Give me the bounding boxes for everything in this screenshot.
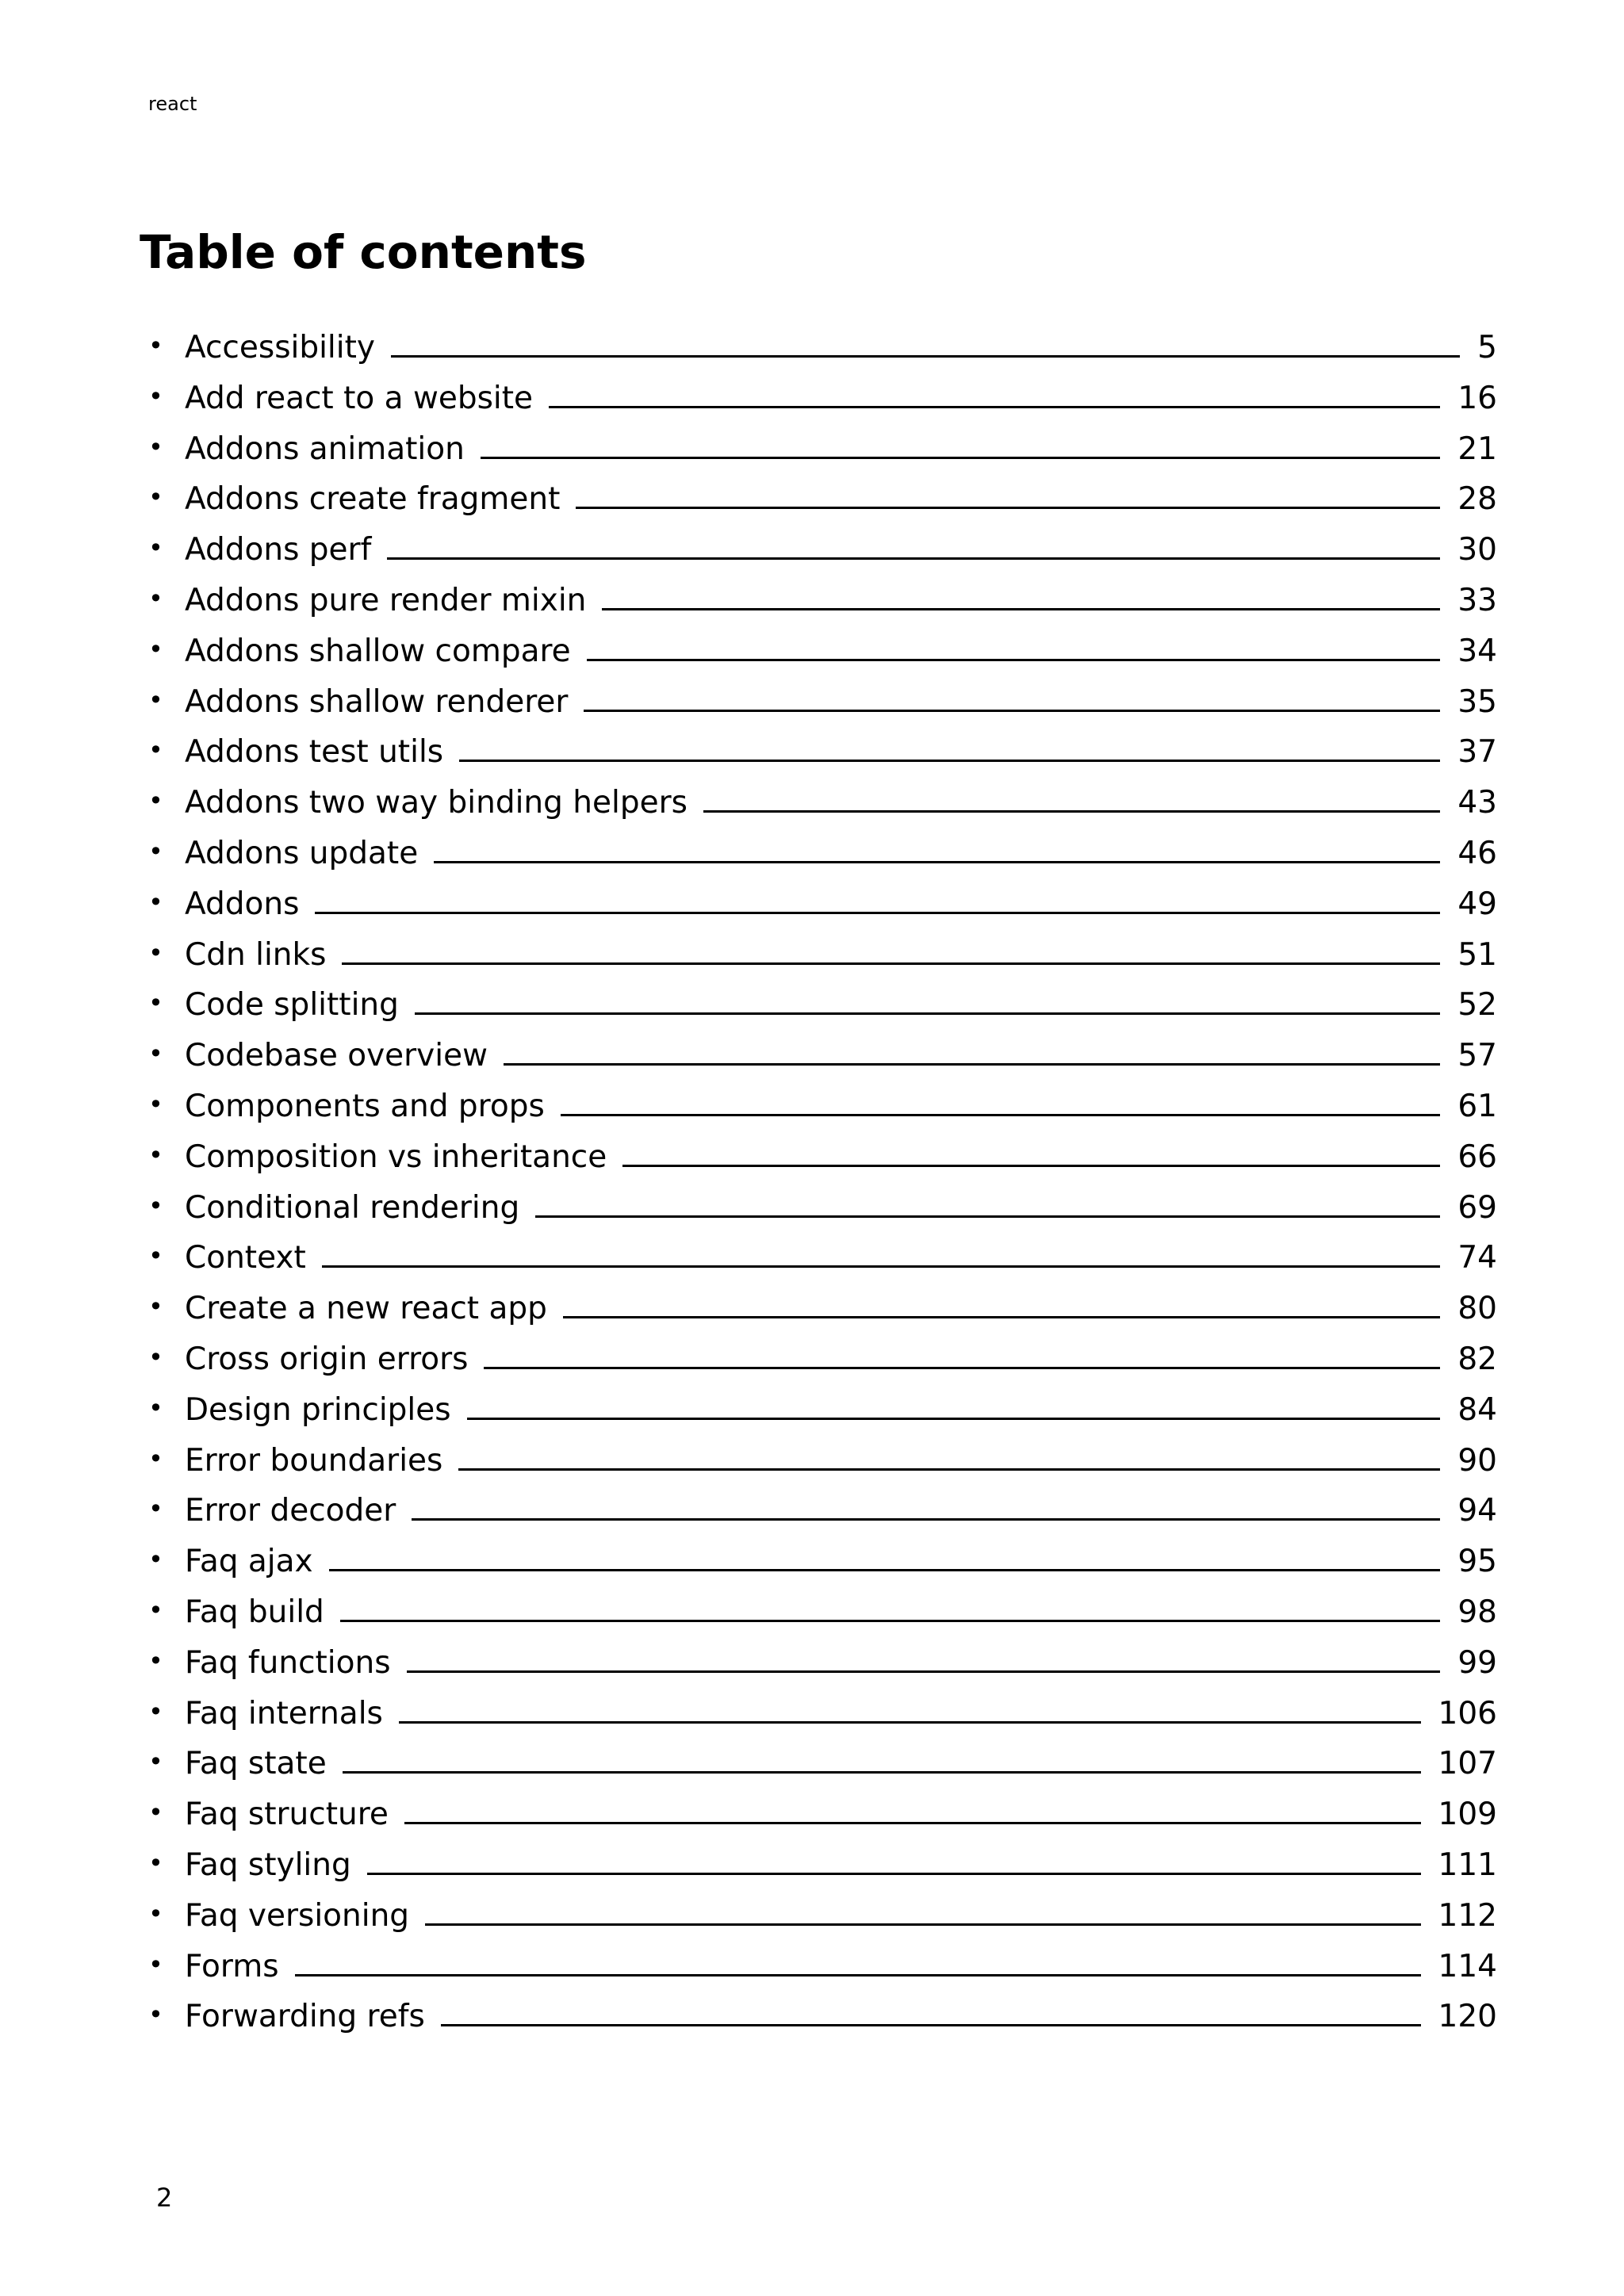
toc-entry xyxy=(0,1682,1624,1732)
toc-entry-label: Addons animation xyxy=(185,430,465,467)
toc-entry-label: Faq state xyxy=(185,1746,327,1782)
toc-entry-page: 16 xyxy=(1457,380,1497,416)
toc-link[interactable] xyxy=(185,785,1497,821)
dot-leader xyxy=(342,962,1440,965)
toc-entry xyxy=(0,771,1624,821)
toc-entry-label: Accessibility xyxy=(185,330,375,365)
bullet-icon: • xyxy=(148,836,163,867)
toc-entry-label: Addons perf xyxy=(185,532,372,568)
bullet-icon: • xyxy=(148,431,163,462)
toc-entry-label: Composition vs inheritance xyxy=(185,1138,607,1175)
toc-entry-label: Addons update xyxy=(185,835,419,871)
toc-entry-label: Components and props xyxy=(185,1088,545,1124)
toc-link[interactable] xyxy=(185,734,1497,771)
toc-entry xyxy=(0,1226,1624,1276)
bullet-icon: • xyxy=(148,937,163,968)
toc-entry-page: 35 xyxy=(1457,683,1497,720)
dot-leader xyxy=(576,507,1440,509)
dot-leader xyxy=(458,1468,1440,1471)
toc-entry-label: Cross origin errors xyxy=(185,1341,469,1377)
dot-leader xyxy=(535,1215,1440,1218)
toc-entry-label: Create a new react app xyxy=(185,1291,547,1327)
bullet-icon: • xyxy=(148,633,163,664)
dot-leader xyxy=(315,912,1440,914)
toc-entry xyxy=(0,1327,1624,1378)
toc-link[interactable] xyxy=(185,1190,1497,1226)
toc-link[interactable] xyxy=(185,1240,1497,1276)
toc-entry-page: 106 xyxy=(1438,1695,1497,1732)
toc-entry-page: 90 xyxy=(1457,1442,1497,1479)
dot-leader xyxy=(407,1670,1441,1673)
toc-entry-page: 33 xyxy=(1457,582,1497,618)
toc-link[interactable] xyxy=(185,431,1497,468)
toc-entry-label: Cdn links xyxy=(185,936,327,973)
bullet-icon: • xyxy=(148,988,163,1019)
toc-link[interactable] xyxy=(185,1038,1497,1074)
running-header: react xyxy=(148,93,197,115)
dot-leader xyxy=(441,2024,1421,2026)
toc-entry-page: 61 xyxy=(1457,1088,1497,1124)
toc-entry-page: 5 xyxy=(1477,330,1497,365)
bullet-icon: • xyxy=(148,1747,163,1777)
dot-leader xyxy=(329,1569,1441,1571)
toc-entry-label: Conditional rendering xyxy=(185,1189,520,1226)
bullet-icon: • xyxy=(148,1139,163,1170)
bullet-icon: • xyxy=(148,381,163,411)
toc-entry xyxy=(0,1529,1624,1580)
bullet-icon: • xyxy=(148,533,163,564)
toc-entry-page: 111 xyxy=(1438,1846,1497,1883)
toc-entry-label: Faq structure xyxy=(185,1797,389,1833)
toc-entry-page: 30 xyxy=(1457,532,1497,568)
toc-entry-page: 80 xyxy=(1457,1291,1497,1327)
toc-entry-page: 43 xyxy=(1457,785,1497,821)
toc-entry-page: 46 xyxy=(1457,835,1497,871)
toc-entry-label: Addons pure render mixin xyxy=(185,582,587,618)
toc-entry-label: Faq styling xyxy=(185,1846,351,1883)
bullet-icon: • xyxy=(148,786,163,817)
dot-leader xyxy=(504,1063,1440,1066)
toc-entry-label: Codebase overview xyxy=(185,1038,488,1074)
toc-entry xyxy=(0,973,1624,1024)
toc-entry-label: Code splitting xyxy=(185,987,399,1024)
toc-entry xyxy=(0,1732,1624,1782)
toc-entry-page: 109 xyxy=(1438,1797,1497,1833)
dot-leader xyxy=(412,1518,1440,1521)
bullet-icon: • xyxy=(148,583,163,614)
toc-link[interactable] xyxy=(185,1493,1497,1529)
bullet-icon: • xyxy=(148,886,163,917)
toc-entry-page: 52 xyxy=(1457,987,1497,1024)
dot-leader xyxy=(584,710,1440,712)
toc-entry xyxy=(0,1884,1624,1934)
toc-entry xyxy=(0,366,1624,417)
toc-link[interactable] xyxy=(185,937,1497,974)
dot-leader xyxy=(415,1012,1440,1015)
toc-link[interactable] xyxy=(185,633,1497,670)
toc-entry-label: Addons two way binding helpers xyxy=(185,785,688,821)
bullet-icon: • xyxy=(148,735,163,766)
bullet-icon: • xyxy=(148,482,163,513)
toc-link[interactable] xyxy=(185,1898,1497,1934)
toc-link[interactable] xyxy=(185,836,1497,872)
toc-entry-label: Faq functions xyxy=(185,1644,391,1681)
toc-link[interactable] xyxy=(185,1949,1497,1985)
toc-entry xyxy=(0,1631,1624,1682)
toc-link[interactable] xyxy=(185,1696,1497,1732)
dot-leader xyxy=(340,1620,1441,1622)
toc-entry-label: Forms xyxy=(185,1948,279,1984)
toc-link[interactable] xyxy=(185,1594,1497,1631)
toc-entry-page: 34 xyxy=(1457,633,1497,669)
dot-leader xyxy=(587,659,1441,661)
toc-link[interactable] xyxy=(185,1089,1497,1125)
toc-entry-label: Faq build xyxy=(185,1594,324,1630)
toc-link[interactable] xyxy=(185,886,1497,923)
bullet-icon: • xyxy=(148,1645,163,1676)
bullet-icon: • xyxy=(148,331,163,361)
toc-link[interactable] xyxy=(185,1443,1497,1479)
toc-link[interactable] xyxy=(185,1645,1497,1682)
bullet-icon: • xyxy=(148,1443,163,1474)
toc-entry xyxy=(0,1580,1624,1631)
toc-link[interactable] xyxy=(185,1797,1497,1833)
toc-entry xyxy=(0,1782,1624,1833)
dot-leader xyxy=(434,861,1440,863)
bullet-icon: • xyxy=(148,1544,163,1575)
dot-leader xyxy=(467,1418,1441,1420)
toc-entry-page: 51 xyxy=(1457,936,1497,973)
toc-entry xyxy=(0,1125,1624,1176)
toc-entry xyxy=(0,1074,1624,1125)
toc-entry xyxy=(0,1833,1624,1884)
toc-entry xyxy=(0,316,1624,366)
dot-leader xyxy=(561,1114,1441,1116)
bullet-icon: • xyxy=(148,1241,163,1272)
toc-link[interactable] xyxy=(185,1544,1497,1580)
dot-leader xyxy=(425,1923,1420,1926)
toc-entry-label: Addons test utils xyxy=(185,734,444,771)
toc-entry-label: Add react to a website xyxy=(185,380,534,416)
toc-entry-page: 69 xyxy=(1457,1189,1497,1226)
toc-entry xyxy=(0,923,1624,974)
toc-entry-label: Forwarding refs xyxy=(185,1999,425,2035)
toc-link[interactable] xyxy=(185,1341,1497,1378)
bullet-icon: • xyxy=(148,1392,163,1423)
bullet-icon: • xyxy=(148,1089,163,1119)
toc-entry-page: 98 xyxy=(1457,1594,1497,1630)
toc-link[interactable] xyxy=(185,1392,1497,1429)
toc-entry-label: Faq versioning xyxy=(185,1897,410,1934)
toc-link[interactable] xyxy=(185,1847,1497,1884)
toc-entry xyxy=(0,1024,1624,1074)
toc-entry-label: Error boundaries xyxy=(185,1442,443,1479)
dot-leader xyxy=(399,1721,1421,1724)
toc-entry-page: 99 xyxy=(1457,1644,1497,1681)
toc-entry-label: Addons xyxy=(185,886,300,922)
toc-entry xyxy=(0,568,1624,619)
toc-entry-page: 112 xyxy=(1438,1897,1497,1934)
toc-entry-label: Addons shallow compare xyxy=(185,633,571,669)
toc-entry-page: 114 xyxy=(1438,1948,1497,1984)
toc-entry-label: Error decoder xyxy=(185,1493,396,1529)
toc-link[interactable] xyxy=(185,684,1497,721)
toc-entry-page: 84 xyxy=(1457,1391,1497,1428)
dot-leader xyxy=(367,1873,1421,1875)
bullet-icon: • xyxy=(148,1292,163,1322)
bullet-icon: • xyxy=(148,1949,163,1980)
toc-entry-page: 82 xyxy=(1457,1341,1497,1377)
toc-entry xyxy=(0,670,1624,721)
toc-entry xyxy=(0,1429,1624,1479)
dot-leader xyxy=(549,406,1440,408)
dot-leader xyxy=(459,760,1440,762)
toc-entry xyxy=(0,518,1624,568)
dot-leader xyxy=(295,1974,1421,1976)
bullet-icon: • xyxy=(148,1494,163,1525)
bullet-icon: • xyxy=(148,684,163,715)
bullet-icon: • xyxy=(148,1797,163,1828)
dot-leader xyxy=(484,1367,1440,1369)
toc-entry-page: 49 xyxy=(1457,886,1497,922)
toc-link[interactable] xyxy=(185,583,1497,619)
toc-link[interactable] xyxy=(185,1746,1497,1782)
toc-entry-label: Context xyxy=(185,1240,306,1276)
dot-leader xyxy=(391,355,1460,358)
toc-entry-page: 57 xyxy=(1457,1038,1497,1074)
toc-entry xyxy=(0,821,1624,872)
toc-link[interactable] xyxy=(185,1999,1497,2035)
toc-entry-label: Design principles xyxy=(185,1391,451,1428)
toc-link[interactable] xyxy=(185,330,1497,366)
toc-link[interactable] xyxy=(185,987,1497,1024)
dot-leader xyxy=(404,1822,1421,1824)
dot-leader xyxy=(322,1265,1441,1268)
toc-link[interactable] xyxy=(185,1291,1497,1327)
toc-entry-page: 66 xyxy=(1457,1138,1497,1175)
toc-entry xyxy=(0,1479,1624,1529)
toc-entry-label: Faq internals xyxy=(185,1695,383,1732)
toc-link[interactable] xyxy=(185,381,1497,417)
toc-link[interactable] xyxy=(185,532,1497,568)
bullet-icon: • xyxy=(148,1847,163,1878)
bullet-icon: • xyxy=(148,1039,163,1070)
dot-leader xyxy=(703,810,1440,813)
toc-entry-page: 94 xyxy=(1457,1493,1497,1529)
toc-entry xyxy=(0,417,1624,468)
toc-entry-page: 95 xyxy=(1457,1544,1497,1580)
toc-entry-label: Addons create fragment xyxy=(185,481,561,518)
toc-list xyxy=(0,316,1624,2035)
toc-entry xyxy=(0,467,1624,518)
toc-entry-page: 28 xyxy=(1457,481,1497,518)
toc-entry-page: 21 xyxy=(1457,430,1497,467)
bullet-icon: • xyxy=(148,1696,163,1727)
toc-entry xyxy=(0,619,1624,670)
toc-entry xyxy=(0,1934,1624,1985)
dot-leader xyxy=(602,608,1440,610)
toc-entry xyxy=(0,1276,1624,1327)
bullet-icon: • xyxy=(148,1594,163,1625)
toc-entry-label: Faq ajax xyxy=(185,1544,313,1580)
dot-leader xyxy=(343,1771,1421,1774)
bullet-icon: • xyxy=(148,1190,163,1221)
dot-leader xyxy=(563,1316,1440,1318)
bullet-icon: • xyxy=(148,1341,163,1372)
bullet-icon: • xyxy=(148,1898,163,1929)
toc-entry xyxy=(0,720,1624,771)
toc-link[interactable] xyxy=(185,1139,1497,1176)
toc-entry-label: Addons shallow renderer xyxy=(185,683,569,720)
toc-entry xyxy=(0,872,1624,923)
dot-leader xyxy=(481,457,1441,459)
dot-leader xyxy=(387,557,1440,560)
toc-entry-page: 107 xyxy=(1438,1746,1497,1782)
toc-entry-page: 120 xyxy=(1438,1999,1497,2035)
toc-link[interactable] xyxy=(185,481,1497,518)
dot-leader xyxy=(622,1165,1440,1167)
toc-entry xyxy=(0,1984,1624,2035)
page-title: Table of contents xyxy=(140,225,587,279)
toc-entry-page: 74 xyxy=(1457,1240,1497,1276)
toc-entry-page: 37 xyxy=(1457,734,1497,771)
page-number: 2 xyxy=(156,2183,173,2213)
bullet-icon: • xyxy=(148,1999,163,2030)
toc-entry xyxy=(0,1176,1624,1226)
toc-entry xyxy=(0,1378,1624,1429)
